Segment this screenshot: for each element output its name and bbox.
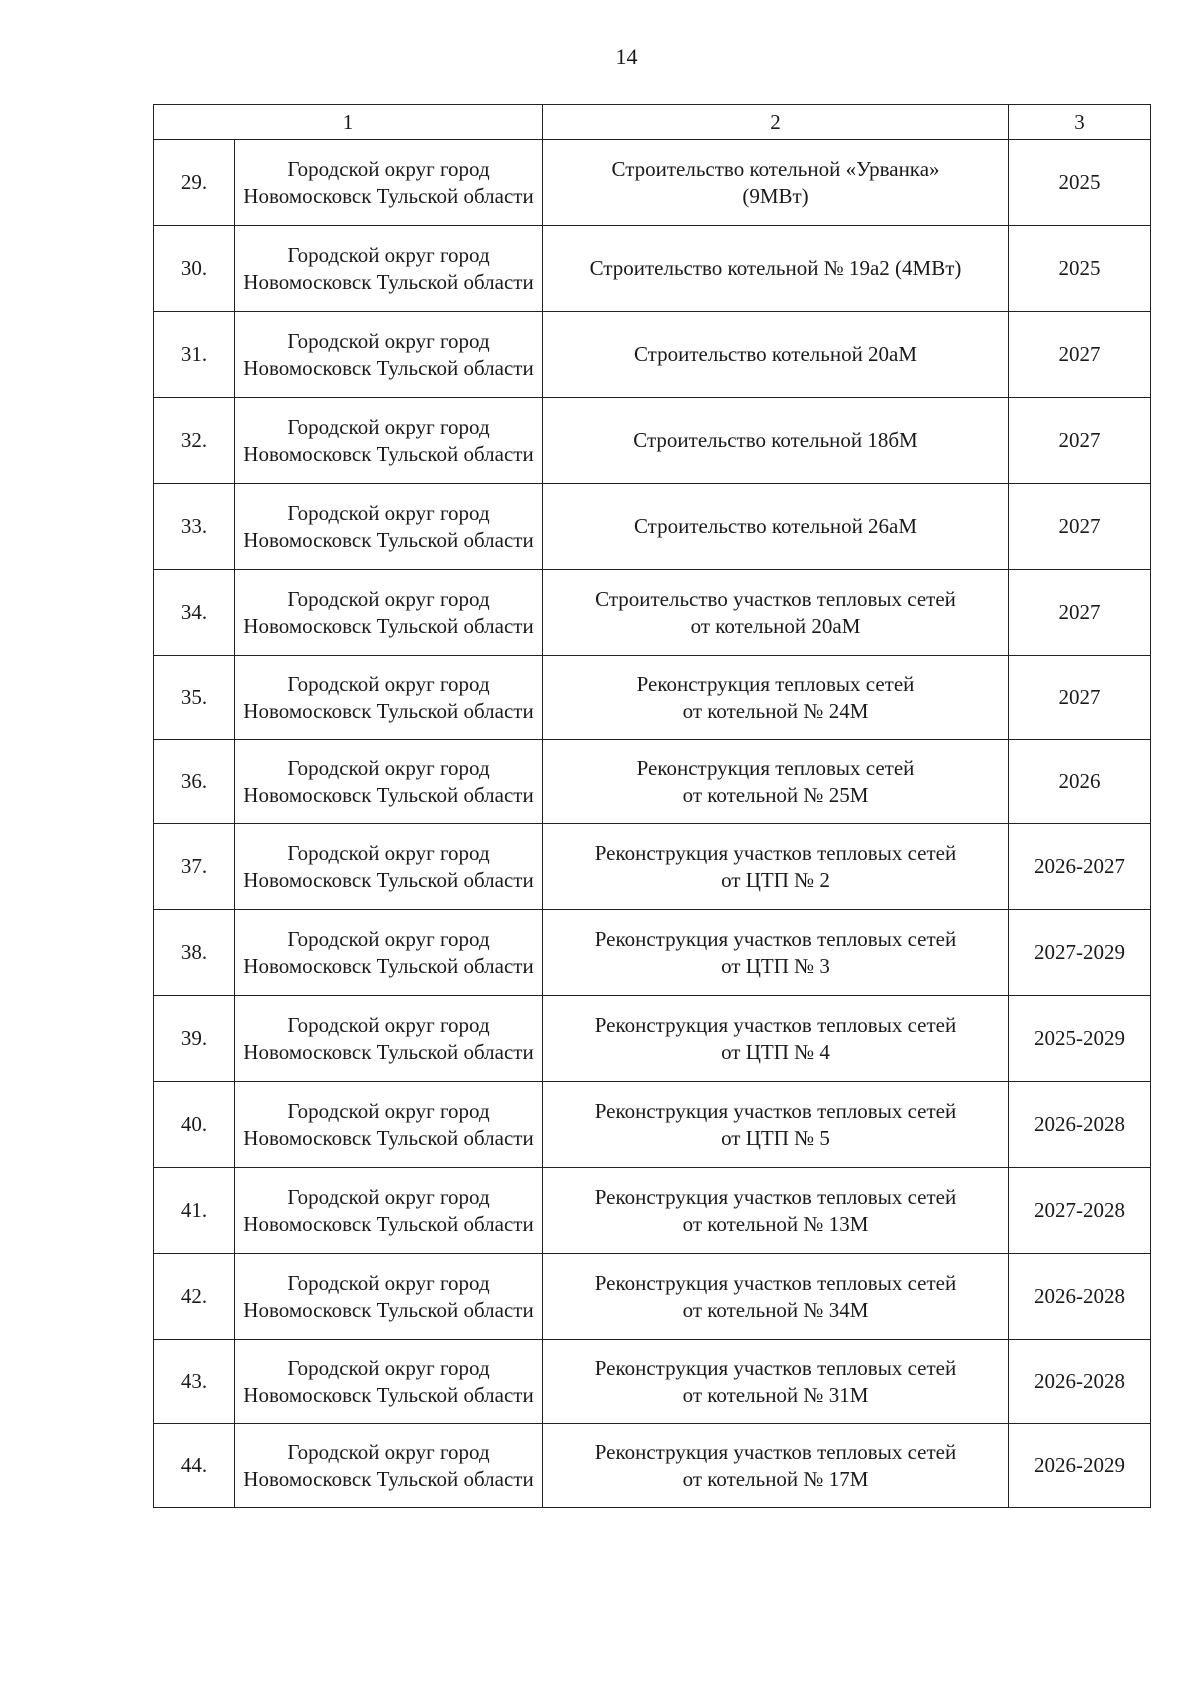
object-line: Строительство котельной 20аМ <box>633 342 918 366</box>
object-cell <box>543 1254 1009 1340</box>
table-row <box>154 910 1151 996</box>
table-row <box>154 740 1151 824</box>
column-header-1: 1 <box>154 105 543 140</box>
object-cell <box>543 140 1009 226</box>
municipality-cell: Городской округ город Новомосковск Тульской области <box>235 910 543 996</box>
object-line: Реконструкция участков тепловых сетей <box>594 1270 957 1295</box>
header-row <box>154 105 1151 140</box>
object-line: Реконструкция участков тепловых сетей <box>594 840 957 865</box>
table-row <box>154 1254 1151 1340</box>
municipality-cell: Городской округ город Новомосковск Тульской области <box>235 824 543 910</box>
years-cell: 2026-2027 <box>1009 824 1151 910</box>
municipality-cell: Городской округ город Новомосковск Тульской области <box>235 996 543 1082</box>
row-number: 44. <box>154 1424 235 1508</box>
municipality-cell: Городской округ город Новомосковск Тульской области <box>235 398 543 484</box>
row-number: 39. <box>154 996 235 1082</box>
row-number: 34. <box>154 570 235 656</box>
row-number: 40. <box>154 1082 235 1168</box>
object-cell <box>543 1168 1009 1254</box>
table-row <box>154 570 1151 656</box>
years-cell: 2025 <box>1009 140 1151 226</box>
row-number: 36. <box>154 740 235 824</box>
municipality-cell: Городской округ город Новомосковск Тульской области <box>235 226 543 312</box>
table-row <box>154 312 1151 398</box>
years-cell: 2026-2028 <box>1009 1340 1151 1424</box>
object-cell <box>543 656 1009 740</box>
years-cell: 2027 <box>1009 398 1151 484</box>
row-number: 33. <box>154 484 235 570</box>
column-header-2: 2 <box>543 105 1009 140</box>
years-cell: 2027 <box>1009 312 1151 398</box>
municipality-cell: Городской округ город Новомосковск Тульской области <box>235 1168 543 1254</box>
table-row <box>154 140 1151 226</box>
object-line: от ЦТП № 3 <box>721 953 830 978</box>
table-row <box>154 226 1151 312</box>
years-cell: 2027 <box>1009 570 1151 656</box>
object-line: (9МВт) <box>742 183 809 208</box>
object-line: Строительство котельной 18бМ <box>633 428 918 452</box>
object-line: Реконструкция участков тепловых сетей <box>594 1184 957 1209</box>
object-line: от котельной № 17М <box>682 1466 869 1491</box>
municipality-cell: Городской округ город Новомосковск Тульской области <box>235 740 543 824</box>
years-cell: 2026-2029 <box>1009 1424 1151 1508</box>
object-cell <box>543 1082 1009 1168</box>
table-row <box>154 398 1151 484</box>
row-number: 43. <box>154 1340 235 1424</box>
object-cell <box>543 910 1009 996</box>
object-line: Строительство котельной № 19а2 (4МВт) <box>589 256 962 280</box>
years-cell: 2026-2028 <box>1009 1254 1151 1340</box>
object-line: от котельной № 13М <box>682 1211 869 1236</box>
row-number: 42. <box>154 1254 235 1340</box>
object-line: Реконструкция участков тепловых сетей <box>594 1012 957 1037</box>
object-line: от котельной 20аМ <box>690 613 861 638</box>
object-cell <box>543 824 1009 910</box>
years-cell: 2027-2029 <box>1009 910 1151 996</box>
municipality-cell: Городской округ город Новомосковск Тульской области <box>235 1424 543 1508</box>
years-cell: 2025 <box>1009 226 1151 312</box>
table-row <box>154 1424 1151 1508</box>
object-line: от ЦТП № 5 <box>721 1125 830 1150</box>
years-cell: 2027 <box>1009 656 1151 740</box>
years-cell: 2026-2028 <box>1009 1082 1151 1168</box>
object-cell <box>543 312 1009 398</box>
years-cell: 2027-2028 <box>1009 1168 1151 1254</box>
municipality-cell: Городской округ город Новомосковск Тульской области <box>235 656 543 740</box>
municipality-cell: Городской округ город Новомосковск Тульской области <box>235 140 543 226</box>
object-cell <box>543 398 1009 484</box>
municipality-cell: Городской округ город Новомосковск Тульской области <box>235 1340 543 1424</box>
municipality-cell: Городской округ город Новомосковск Тульской области <box>235 1254 543 1340</box>
column-header-3: 3 <box>1009 105 1151 140</box>
table-row <box>154 1082 1151 1168</box>
object-line: Реконструкция участков тепловых сетей <box>594 926 957 951</box>
table-row <box>154 824 1151 910</box>
table-row <box>154 656 1151 740</box>
table-row <box>154 996 1151 1082</box>
object-cell <box>543 1424 1009 1508</box>
object-cell <box>543 1340 1009 1424</box>
row-number: 41. <box>154 1168 235 1254</box>
page-number: 14 <box>615 44 638 69</box>
table-body <box>154 140 1151 1508</box>
object-line: Строительство участков тепловых сетей <box>595 586 956 611</box>
table-row <box>154 1168 1151 1254</box>
object-line: Реконструкция участков тепловых сетей <box>594 1355 957 1380</box>
object-line: Реконструкция участков тепловых сетей <box>594 1439 957 1464</box>
years-cell: 2026 <box>1009 740 1151 824</box>
row-number: 29. <box>154 140 235 226</box>
row-number: 30. <box>154 226 235 312</box>
object-line: от котельной № 24М <box>682 698 869 723</box>
municipality-cell: Городской округ город Новомосковск Тульской области <box>235 484 543 570</box>
object-line: от ЦТП № 2 <box>721 867 830 892</box>
row-number: 37. <box>154 824 235 910</box>
object-line: Реконструкция тепловых сетей <box>636 755 915 780</box>
object-cell <box>543 484 1009 570</box>
row-number: 35. <box>154 656 235 740</box>
investment-table <box>153 104 1151 1508</box>
object-cell <box>543 226 1009 312</box>
object-line: Реконструкция участков тепловых сетей <box>594 1098 957 1123</box>
object-line: Реконструкция тепловых сетей <box>636 671 915 696</box>
object-line: от котельной № 34М <box>682 1297 869 1322</box>
row-number: 31. <box>154 312 235 398</box>
years-cell: 2025-2029 <box>1009 996 1151 1082</box>
object-line: Строительство котельной «Урванка» <box>611 156 940 181</box>
municipality-cell: Городской округ город Новомосковск Тульской области <box>235 312 543 398</box>
municipality-cell: Городской округ город Новомосковск Тульской области <box>235 1082 543 1168</box>
row-number: 38. <box>154 910 235 996</box>
years-cell: 2027 <box>1009 484 1151 570</box>
object-cell <box>543 740 1009 824</box>
municipality-cell: Городской округ город Новомосковск Тульской области <box>235 570 543 656</box>
object-line: Строительство котельной 26аМ <box>633 514 918 538</box>
object-cell <box>543 570 1009 656</box>
object-line: от котельной № 25М <box>682 782 869 807</box>
table-row <box>154 484 1151 570</box>
row-number: 32. <box>154 398 235 484</box>
table-row <box>154 1340 1151 1424</box>
object-line: от ЦТП № 4 <box>721 1039 830 1064</box>
object-cell <box>543 996 1009 1082</box>
table-header <box>154 105 1151 140</box>
object-line: от котельной № 31М <box>682 1382 869 1407</box>
